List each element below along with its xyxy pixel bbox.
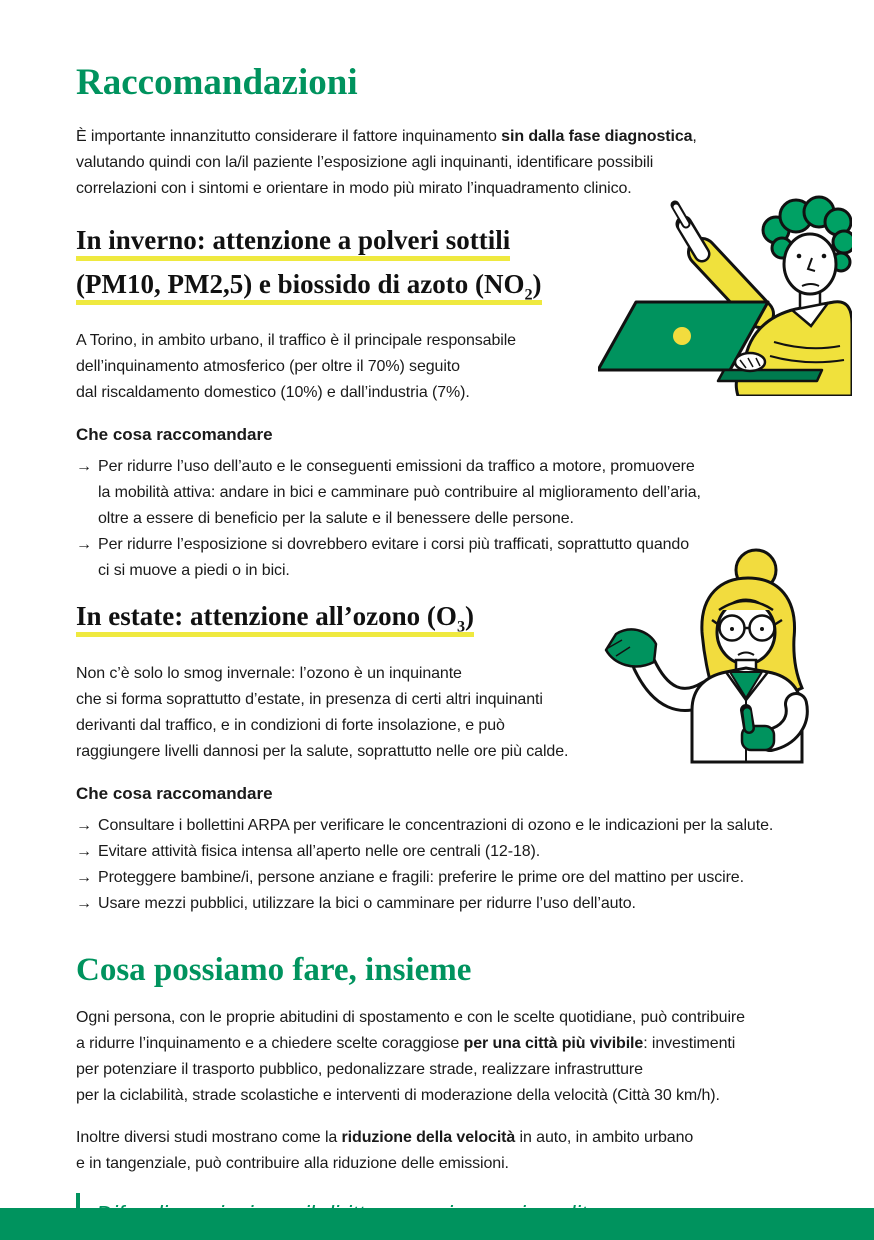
bullet-line: oltre a essere di beneficio per la salute e il benessere delle persone. xyxy=(98,510,574,528)
arrow-bullet-icon: → xyxy=(76,536,92,554)
together-paragraph-line: per la ciclabilità, strade scolastiche e interventi di moderazione della velocità (Città 30 km/h). xyxy=(76,1086,720,1104)
bullet-line: Per ridurre l’esposizione si dovrebbero evitare i corsi più trafficati, soprattutto quando xyxy=(98,536,690,554)
winter-heading-text: (PM10, PM2,5) e biossido di azoto (NO xyxy=(76,269,525,299)
bullet-text: Proteggere bambine/i, persone anziane e fragili: preferire le prime ore del mattino per uscire. xyxy=(98,868,744,886)
together-paragraph-2 xyxy=(76,1125,860,1177)
summer-paragraph-line: raggiungere livelli dannosi per la salute, soprattutto nelle ore più calde. xyxy=(76,742,569,760)
summer-recommend-subhead: Che cosa raccomandare xyxy=(76,783,273,803)
intro-bold-text: sin dalla fase diagnostica xyxy=(501,128,693,145)
intro-text: correlazioni con i sintomi e orientare in modo più mirato l’inquadramento clinico. xyxy=(76,180,632,197)
list-item xyxy=(76,891,860,917)
bullet-text xyxy=(98,454,860,532)
together-paragraph-1 xyxy=(76,1005,860,1109)
bullet-line: Per ridurre l’uso dell’auto e le conseguenti emissioni da traffico a motore, promuovere xyxy=(98,458,695,476)
bullet-text: Usare mezzi pubblici, utilizzare la bici o camminare per ridurre l’uso dell’auto. xyxy=(98,894,636,912)
together-paragraph-line: : investimenti xyxy=(643,1034,736,1052)
together-paragraph-line: a ridurre l’inquinamento e a chiedere scelte coraggiose xyxy=(76,1034,464,1052)
together-paragraph-line: per potenziare il trasporto pubblico, pedonalizzare strade, realizzare infrastrutture xyxy=(76,1060,643,1078)
summer-bullet-list xyxy=(76,813,860,917)
arrow-bullet-icon: → xyxy=(76,842,92,860)
list-item xyxy=(76,865,860,891)
bullet-line: la mobilità attiva: andare in bici e camminare può contribuire al miglioramento dell’aria, xyxy=(98,484,701,502)
list-item xyxy=(76,454,860,532)
arrow-bullet-icon: → xyxy=(76,894,92,912)
o3-subscript: 3 xyxy=(456,617,466,636)
arrow-bullet-icon: → xyxy=(76,458,92,476)
arrow-bullet-icon: → xyxy=(76,816,92,834)
footer-bar xyxy=(0,1208,874,1240)
page-title: Raccomandazioni xyxy=(76,62,358,103)
together-paragraph-line: Inoltre diversi studi mostrano come la xyxy=(76,1128,342,1146)
winter-heading-text: ) xyxy=(532,269,542,299)
summer-heading-text: In estate: attenzione all’ozono (O xyxy=(76,601,457,632)
summer-illustration-scientist-icon xyxy=(596,546,858,764)
arrow-bullet-icon: → xyxy=(76,868,92,886)
winter-recommend-subhead: Che cosa raccomandare xyxy=(76,425,273,445)
together-paragraph-line: in auto, in ambito urbano xyxy=(515,1128,694,1146)
winter-paragraph-line: dal riscaldamento domestico (10%) e dall’industria (7%). xyxy=(76,384,470,402)
together-paragraph-line: Ogni persona, con le proprie abitudini di spostamento e con le scelte quotidiane, può contribuire xyxy=(76,1008,745,1026)
list-item xyxy=(76,813,860,839)
intro-text: È importante innanzitutto considerare il fattore inquinamento xyxy=(76,128,502,145)
winter-heading-line1: In inverno: attenzione a polveri sottili xyxy=(76,225,510,261)
bullet-line: ci si muove a piedi o in bici. xyxy=(98,562,290,580)
winter-paragraph-line: A Torino, in ambito urbano, il traffico è il principale responsabile xyxy=(76,332,516,350)
no2-subscript: 2 xyxy=(524,285,533,304)
winter-paragraph xyxy=(76,328,676,406)
together-bold-text: per una città più vivibile xyxy=(463,1034,644,1052)
winter-heading-line2 xyxy=(76,269,542,305)
bullet-text: Evitare attività fisica intensa all’aperto nelle ore centrali (12-18). xyxy=(98,842,541,860)
summer-heading-line xyxy=(76,601,474,637)
summer-heading-text: ) xyxy=(465,601,475,632)
summer-paragraph-line: derivanti dal traffico, e in condizioni di forte insolazione, e può xyxy=(76,716,505,734)
winter-paragraph-line: dell’inquinamento atmosferico (per oltre il 70%) seguito xyxy=(76,358,460,376)
winter-illustration-person-laptop-icon xyxy=(598,190,852,396)
summer-paragraph-line: Non c’è solo lo smog invernale: l’ozono è un inquinante xyxy=(76,664,462,682)
together-paragraph-line: e in tangenziale, può contribuire alla riduzione delle emissioni. xyxy=(76,1154,509,1172)
together-bold-text: riduzione della velocità xyxy=(341,1128,516,1146)
together-heading: Cosa possiamo fare, insieme xyxy=(76,951,472,988)
summer-paragraph-line: che si forma soprattutto d’estate, in presenza di certi altri inquinanti xyxy=(76,690,543,708)
intro-text: , xyxy=(692,128,697,145)
intro-text: valutando quindi con la/il paziente l’esposizione agli inquinanti, identificare possibili xyxy=(76,154,654,171)
bullet-text: Consultare i bollettini ARPA per verificare le concentrazioni di ozono e le indicazioni per la salute. xyxy=(98,816,774,834)
list-item xyxy=(76,839,860,865)
